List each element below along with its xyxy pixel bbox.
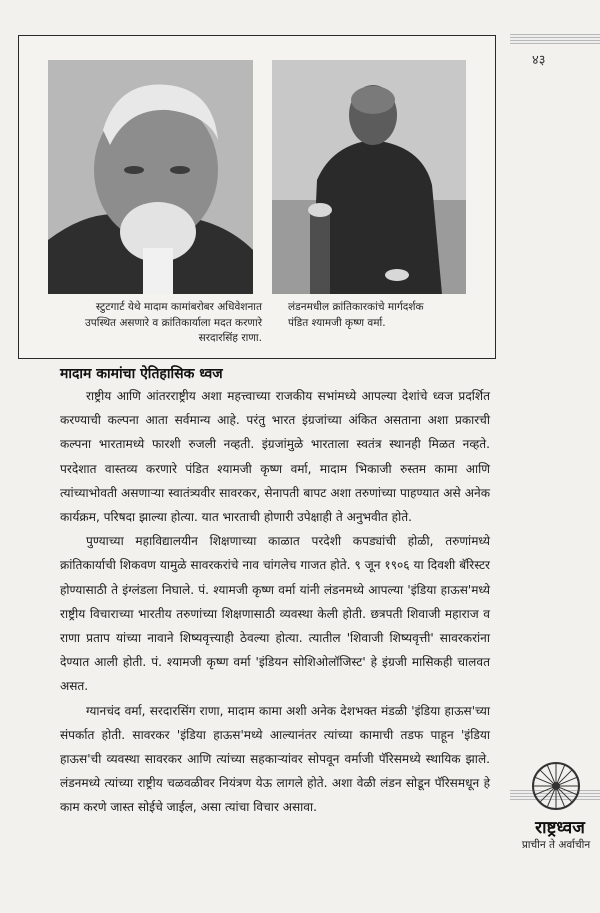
paragraph: ग्यानचंद वर्मा, सरदारसिंग राणा, मादाम कामा अशी अनेक देशभक्त मंडळी 'इंडिया हाऊस'च्या संपर्कात होती. सावरकर 'इंडिया हाऊस'मध्ये आल्यानंतर त्यांच्या कामाची तडफ पाहून 'इंडिया हाऊस'ची व्यवस्था सावरकर आणि त्यांच्या सहकाऱ्यांवर सोपवून वर्माजी पॅरिसमध्ये स्थायिक झाले. लंडनमध्ये त्यांच्या राष्ट्रीय चळवळीवर नियंत्रण येऊ लागले होते. अशा वेळी लंडन सोडून पॅरिसमधून हे काम करणे जास्त सोईचे जाईल, असा त्यांचा विचार असावा. <box>60 703 490 815</box>
photo-sardarsingh-rana <box>48 60 253 294</box>
photo-caption-right <box>288 300 483 331</box>
caption-line: स्टुटगार्ट येथे मादाम कामांबरोबर अधिवेशनात <box>95 301 262 313</box>
paragraph: पुण्याच्या महाविद्यालयीन शिक्षणाच्या काळात परदेशी कपड्यांची होळी, तरुणांमध्ये क्रांतिकार्याची शिकवण यामुळे सावरकरांचे नाव चांगलेच गाजत होते. ९ जून १९०६ या दिवशी बॅरिस्टर होण्यासाठी ते इंग्लंडला निघाले. पं. श्यामजी कृष्ण वर्मा यांनी लंडनमध्ये आपल्या 'इंडिया हाऊस'मध्ये राष्ट्रीय विचाराच्या भारतीय तरुणांच्या शिक्षणासाठी व्यवस्था केली होती. छत्रपती शिवाजी महाराज व राणा प्रताप यांच्या नावाने शिष्यवृत्त्याही ठेवल्या होत्या. त्यातील 'शिवाजी शिष्यवृत्ती' सावरकरांना देण्यात आली होती. पं. श्यामजी कृष्ण वर्मा 'इंडियन सोशिओलॉजिस्ट' हे इंग्रजी मासिकही चालवत असत. <box>60 534 490 694</box>
book-title: राष्ट्रध्वज <box>535 818 585 838</box>
photo-shyamji-krishna-varma <box>272 60 466 294</box>
caption-line: उपस्थित असणारे व क्रांतिकार्याला मदत करणारे <box>85 316 262 329</box>
portrait-left <box>48 60 253 294</box>
page-number-band <box>510 34 600 44</box>
caption-line: सरदारसिंह राणा. <box>198 332 262 344</box>
ashoka-chakra-icon <box>530 760 582 812</box>
caption-line: पंडित श्यामजी कृष्ण वर्मा. <box>288 316 386 329</box>
paragraph: राष्ट्रीय आणि आंतरराष्ट्रीय अशा महत्त्वाच्या राजकीय सभांमध्ये आपल्या देशांचे ध्वज प्रदर्शित करण्याची कल्पना आता सर्वमान्य आहे. परंतु भारत इंग्रजांच्या अंकित असताना अशा प्रकारची कल्पना भारतामध्ये फारशी रुजली नव्हती. इंग्रजांमुळे भारताला स्वतंत्र स्थानही मिळत नव्हते. परदेशात वास्तव्य करणारे पंडित श्यामजी कृष्ण वर्मा, मादाम भिकाजी रुस्तम कामा आणि त्यांच्याभोवती असणाऱ्या स्वातंत्र्यवीर सावरकर, सेनापती बापट अशा तरुणांच्या पाहण्यात असे अनेक कार्यक्रम, परिषदा झाल्या होत्या. यात भारताची होणारी उपेक्षाही ते अनुभवीत होते. <box>60 389 490 525</box>
photo-caption-left <box>52 300 262 347</box>
page-number: ४३ <box>532 53 546 68</box>
portrait-right <box>272 60 466 294</box>
caption-line: लंडनमधील क्रांतिकारकांचे मार्गदर्शक <box>288 301 424 313</box>
article-body <box>60 384 490 820</box>
section-heading: मादाम कामांचा ऐतिहासिक ध्वज <box>60 366 223 382</box>
book-subtitle: प्राचीन ते अर्वाचीन <box>521 839 591 851</box>
